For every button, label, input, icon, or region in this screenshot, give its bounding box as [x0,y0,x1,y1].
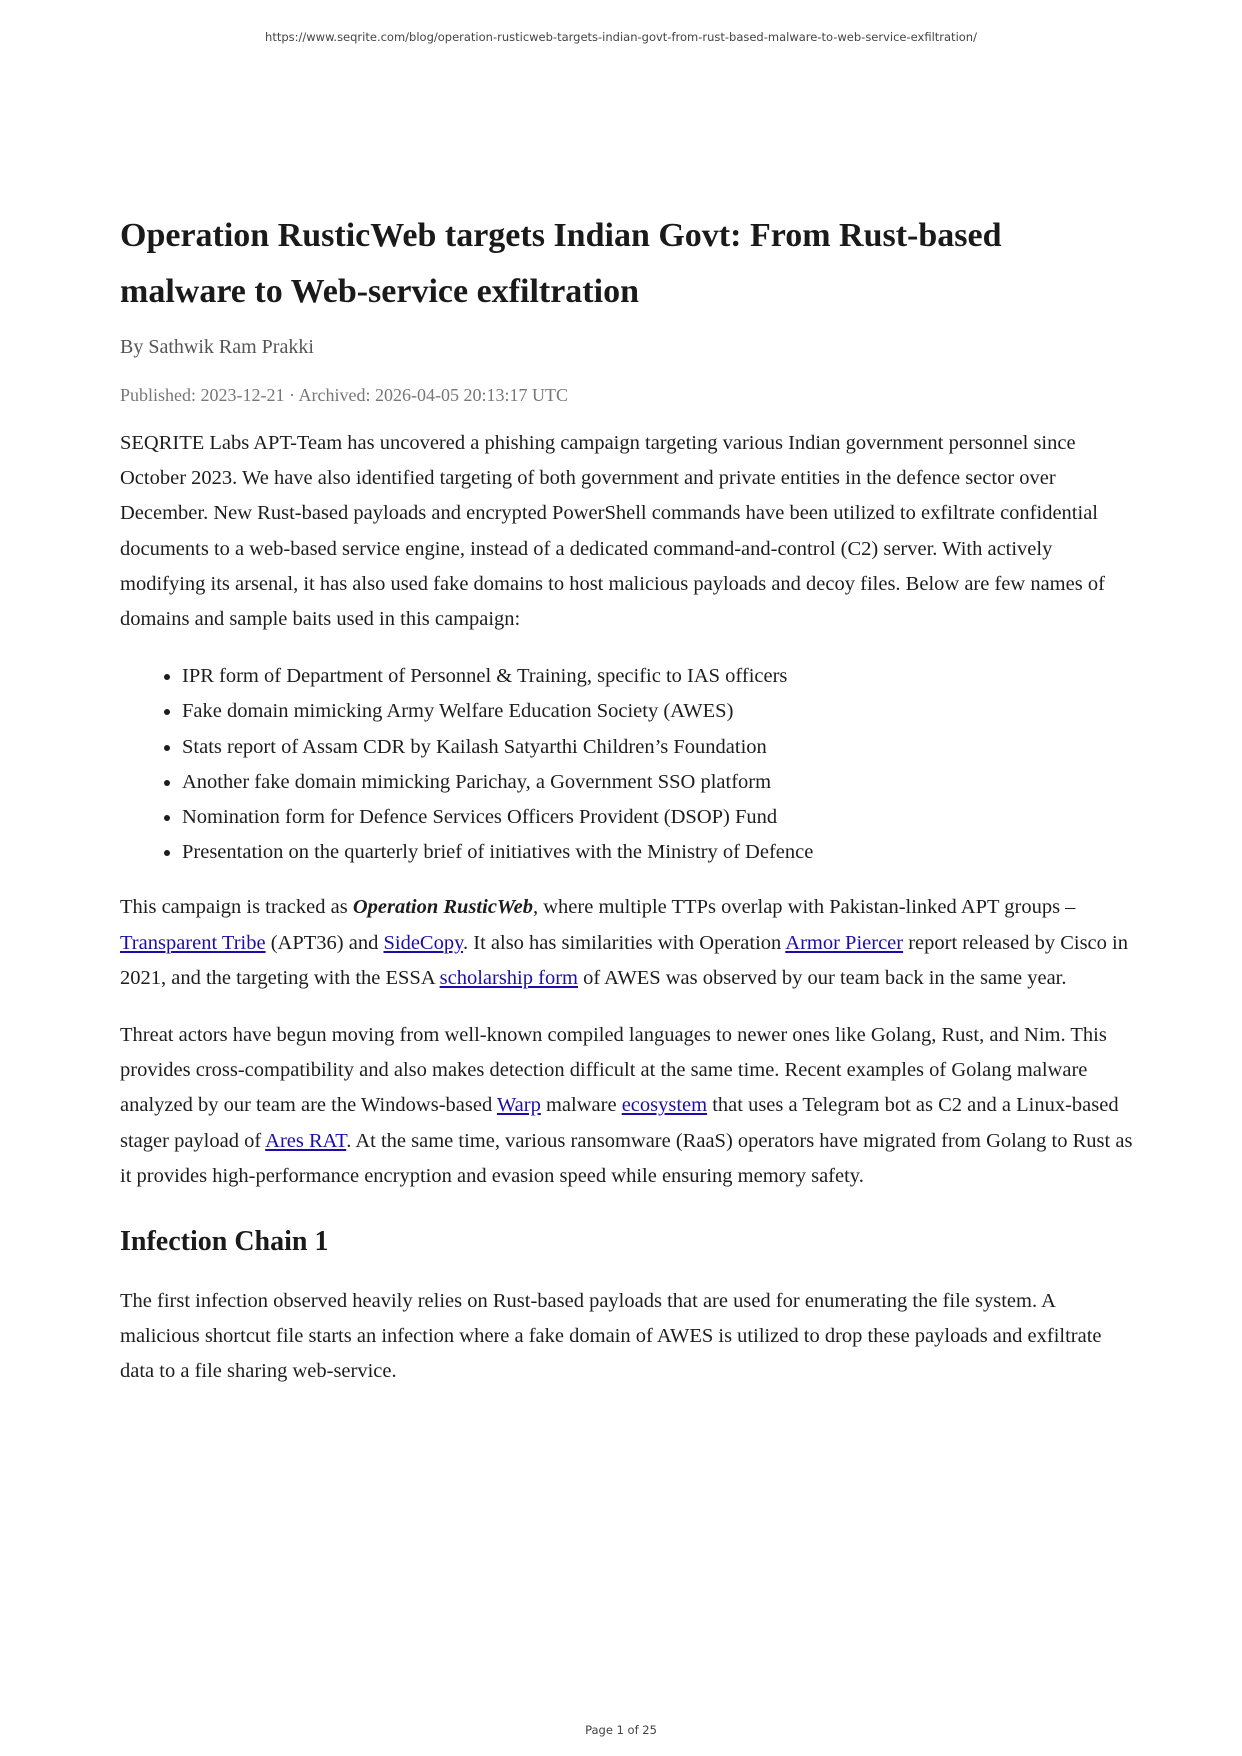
text-span: malware [540,1094,622,1117]
text-span: Threat actors have begun moving from well-known compiled languages to newer ones like Golang, Rust, and Nim. This provides cross-compatibility and also makes detection difficult at the same time. Recent examples of Golang malware analyzed by our team are the Windows-based [120,1024,1107,1117]
warp-link[interactable]: Warp [496,1094,541,1117]
text-span: of AWES was observed by our team back in the same year. [577,966,1067,989]
intro-paragraph: SEQRITE Labs APT-Team has uncovered a phishing campaign targeting various Indian government personnel since October 2023. We have also identified targeting of both government and private entities in the defence sector over December. New Rust-based payloads and encrypted PowerShell commands have been utilized to exfiltrate confidential documents to a web-based service engine, instead of a dedicated command-and-control (C2) server. With actively modifying its arsenal, it has also used fake domains to host malicious payloads and decoy files. Below are few names of domains and sample baits used in this campaign: [120,432,1105,631]
list-item: • Another fake domain mimicking Parichay, a Government SSO platform [182,765,1135,800]
section-heading: Infection Chain 1 [120,1226,329,1258]
transparent-tribe-link[interactable]: Transparent Tribe [120,931,266,954]
text-span: that uses a Telegram bot as C2 and a Linux-based stager payload of [120,1094,1119,1152]
operation-name: Operation RusticWeb [352,896,533,919]
text-span: . At the same time, various ransomware (RaaS) operators have migrated from Golang to Rust as it provides high-performance encryption and evasion speed while ensuring memory safety. [120,1129,1133,1187]
armor-piercer-link[interactable]: Armor Piercer [785,931,904,954]
languages-paragraph [120,1018,1135,1194]
text-span: This campaign is tracked as [120,896,353,919]
article [120,208,1135,1412]
list-item: • Stats report of Assam CDR by Kailash Satyarthi Children’s Foundation [182,730,1135,765]
sidecopy-link[interactable]: SideCopy [383,931,464,954]
list-item: • Nomination form for Defence Services Officers Provident (DSOP) Fund [182,800,1135,835]
publish-meta: Published: 2023-12-21 · Archived: 2026-04-05 20:13:17 UTC [120,385,568,405]
bait-list [120,659,1135,870]
scholarship-form-link[interactable]: scholarship form [439,966,578,989]
infection-paragraph: The first infection observed heavily relies on Rust-based payloads that are used for enumerating the file system. A malicious shortcut file starts an infection where a fake domain of AWES is utilized to drop these payloads and exfiltrate data to a file sharing web-service. [120,1290,1102,1383]
list-item: • IPR form of Department of Personnel & Training, specific to IAS officers [182,659,1135,694]
text-span: . It also has similarities with Operation [463,931,786,954]
ares-rat-link[interactable]: Ares RAT [265,1129,347,1152]
campaign-paragraph [120,890,1135,996]
source-url: https://www.seqrite.com/blog/operation-rusticweb-targets-indian-govt-from-rust-based-malware-to-web-service-exfiltration/ [265,30,977,44]
text-span: report released by Cisco in 2021, and the targeting with the ESSA [120,931,1128,989]
byline: By Sathwik Ram Prakki [120,336,314,358]
list-item: • Fake domain mimicking Army Welfare Education Society (AWES) [182,694,1135,729]
text-span: , where multiple TTPs overlap with Pakistan-linked APT groups – [532,896,1076,919]
article-title: Operation RusticWeb targets Indian Govt: From Rust-based malware to Web-service exfiltration [120,217,1002,310]
text-span: (APT36) and [265,931,384,954]
list-item: • Presentation on the quarterly brief of initiatives with the Ministry of Defence [182,835,1135,870]
page-number: Page 1 of 25 [585,1723,657,1737]
ecosystem-link[interactable]: ecosystem [621,1094,708,1117]
